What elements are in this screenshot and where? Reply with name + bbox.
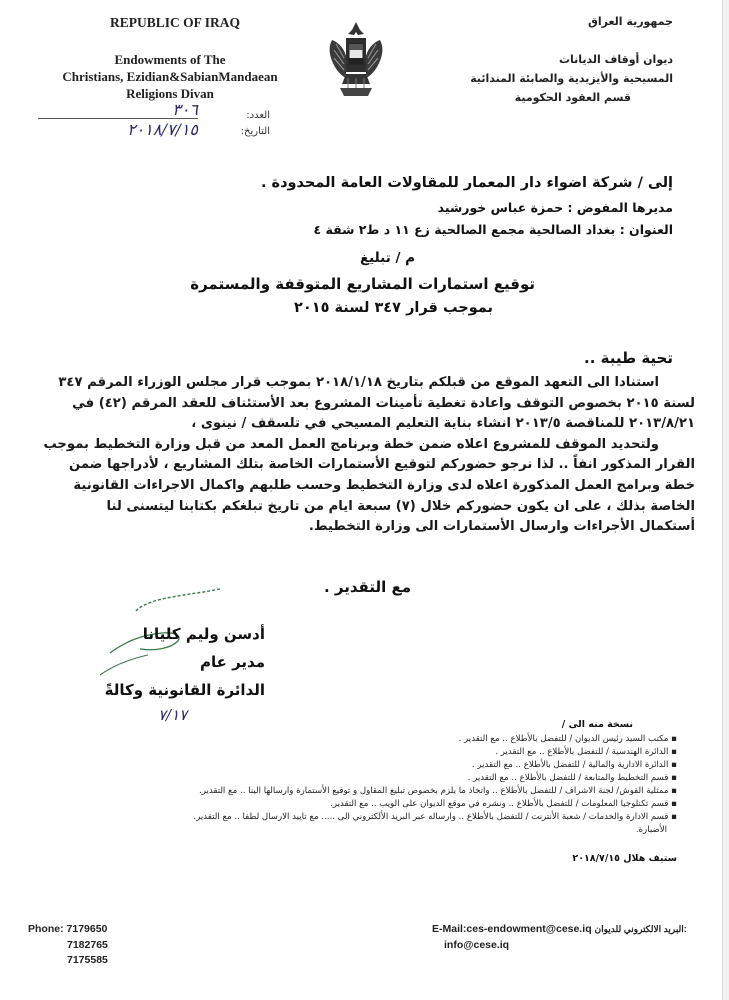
subject-line: م / تبليغ — [359, 250, 415, 266]
english-divan-line: Religions Divan — [126, 86, 214, 101]
letter-body — [35, 373, 695, 538]
addressee-address: العنوان : بغداد الصالحية مجمع الصالحية زع ١١ د ط٢ شقة ٤ — [313, 222, 673, 237]
footer-email-info[interactable]: info@cese.iq — [444, 939, 510, 951]
english-divan-line: Endowments of The — [114, 52, 226, 67]
subject-title: توقيع استمارات المشاريع المتوقفة والمستمرة — [190, 275, 535, 293]
body-line: ولتحديد الموقف للمشروع اعلاه ضمن خطة وبرنامج العمل المعد من قبل وزارة التخطيط بموجب — [43, 436, 659, 452]
body-line: القرار المذكور انفاً .. لذا نرجو حضوركم لتوقيع الأستمارات الخاصة بتلك المشاريع ، لأدراجها ضمن — [68, 457, 695, 473]
body-line: أستكمال الأجراءات وارسال الأستمارات الى وزارة التخطيط. — [308, 519, 695, 535]
addressee-to: إلى / شركة اضواء دار المعمار للمقاولات العامة المحدودة . — [260, 175, 673, 191]
cc-item-text: مكتب السيد رئيس الديوان / للتفضل بالأطلاع .. مع التقدير . — [458, 734, 669, 744]
phone-label: Phone: — [28, 923, 64, 935]
body-line: استنادا الى التعهد الموقع من قبلكم بتاريخ ٢٠١٨/١/١٨ بموجب قرار مجلس الوزراء المرقم ٣٤٧ — [58, 375, 659, 390]
closing: مع التقدير . — [324, 578, 411, 596]
signatory-department: الدائرة القانونية وكالةً — [104, 681, 265, 699]
cc-item-text: قسم تكنلوجيا المعلومات / للتفضل بالأطلاع .. ونشره في موقع الديوان على الويب .. مع التقدير. — [330, 799, 669, 809]
arabic-divan-line: ديوان أوقاف الديانات — [558, 53, 673, 66]
reference-labels — [200, 108, 270, 140]
date-label: التاريخ: — [240, 126, 270, 137]
email-address[interactable]: E-Mail:ces-endowment@cese.iq — [432, 923, 592, 935]
arabic-divan-line: المسيحية والأيزيدية والصابئة المندائية — [470, 72, 673, 85]
body-line: الخاصة بذلك ، على ان يكون حضوركم خلال (٧) سبعة ايام من تاريخ تبلغكم بكتابنا ليتسنى لنا — [106, 498, 695, 514]
footer-email-line — [432, 922, 722, 938]
cc-heading: نسخة منه الى / — [561, 719, 633, 730]
cc-item: ▪ الدائرة الادارية والمالية / للتفضل بالأطلاع .. مع التقدير . — [471, 760, 677, 770]
handwritten-number: ٣٠٦ — [172, 100, 198, 119]
body-line: ٢٠١٣/٨/٢١ للمناقصة ٢٠١٣/٥ انشاء بناية التعليم المسيحي في تلسقف / نينوى ، — [191, 416, 695, 432]
subject-decree: بموجب قرار ٣٤٧ لسنة ٢٠١٥ — [294, 300, 493, 316]
page-edge — [722, 0, 729, 1000]
arabic-country: جمهورية العراق — [588, 15, 673, 28]
handwritten-sign-date: ٧/١٧ — [158, 706, 188, 724]
cc-item-text: قسم الادارة والخدمات / شعبة الأنترنت / للتفضل بالأطلاع .. وارساله عبر البريد الألكتروني الى ..... مع تاييد الارسال لطفا .. مع التقدير. — [193, 812, 669, 822]
email-label-arabic: البريد الالكتروني للديوان: — [594, 924, 687, 934]
signatory-title: مدير عام — [199, 653, 265, 671]
cc-item: ▪ مكتب السيد رئيس الديوان / للتفضل بالأطلاع .. مع التقدير . — [458, 734, 677, 744]
cc-list — [37, 733, 677, 837]
handwritten-date: ٢٠١٨/٧/١٥ — [127, 120, 198, 139]
english-divan-line: Christians, Ezidian&SabianMandaean — [62, 69, 278, 84]
cc-item: ▪ ممثلية القوش/ لجنة الاشراف / للتفضل بالأطلاع .. واتخاذ ما يلزم بخصوص تبليغ المقاول و توقيع الأستمارة وارسالها الينا .. مع التقدير. — [199, 786, 677, 796]
handwritten-reference — [38, 100, 198, 140]
cc-item-text: الدائرة الادارية والمالية / للتفضل بالأطلاع .. مع التقدير . — [471, 760, 669, 770]
cc-item-text: الأضبارة. — [635, 825, 667, 835]
phone-number: 7175585 — [67, 954, 108, 966]
typist-line — [477, 853, 677, 864]
cc-item: ▪ قسم الادارة والخدمات / شعبة الأنترنت / للتفضل بالأطلاع .. وارساله عبر البريد الألكتروني الى ..... مع تاييد الارسال لطفا .. مع التقدير. — [193, 812, 677, 822]
phone-number: 7179650 — [66, 923, 108, 935]
english-divan-name — [20, 51, 320, 102]
cc-item-text: الدائرة الهندسية / للتفضل بالأطلاع .. مع التقدير . — [495, 747, 669, 757]
arabic-divan-line: قسم العقود الحكومية — [514, 91, 631, 104]
addressee-manager: مديرها المفوض : حمزة عباس خورشيد — [437, 200, 673, 215]
cc-item — [37, 824, 677, 837]
typist-date: ٢٠١٨/٧/١٥ — [572, 853, 620, 864]
cc-item: ▪ الدائرة الهندسية / للتفضل بالأطلاع .. مع التقدير . — [495, 747, 677, 757]
cc-item-text: ممثلية القوش/ لجنة الاشراف / للتفضل بالأطلاع .. واتخاذ ما يلزم بخصوص تبليغ المقاول و توقيع الأستمارة وارسالها الينا .. مع التقدير. — [199, 786, 669, 796]
reference-underline — [38, 118, 198, 119]
arabic-divan-name — [413, 50, 673, 107]
cc-item-text: قسم التخطيط والمتابعة / للتفضل بالأطلاع .. مع التقدير . — [467, 773, 669, 783]
phone-number: 7182765 — [67, 938, 108, 951]
english-country: REPUBLIC OF IRAQ — [109, 15, 240, 30]
typist-name: ستيف هلال — [623, 853, 677, 864]
body-line: خطة وبرامج العمل المذكورة اعلاه لدى وزارة التخطيط وحسب طلبهم واكمال الاجراءات القانونية — [73, 477, 695, 493]
signatory-name: أدسن وليم كليانا — [142, 625, 265, 643]
footer-phones — [28, 922, 168, 969]
greeting: تحية طيبة .. — [584, 349, 673, 367]
cc-item: ▪ قسم التخطيط والمتابعة / للتفضل بالأطلاع .. مع التقدير . — [467, 773, 677, 783]
body-line: لسنة ٢٠١٥ بخصوص التوقف واعادة تغطية تأمينات المشروع بعد الأستئناف للعقد المرقم (٤٢) في — [72, 395, 695, 411]
iraq-emblem-icon — [324, 18, 388, 102]
cc-item: ▪ قسم تكنلوجيا المعلومات / للتفضل بالأطلاع .. ونشره في موقع الديوان على الويب .. مع التقدير. — [330, 799, 677, 809]
number-label: العدد: — [246, 110, 270, 121]
